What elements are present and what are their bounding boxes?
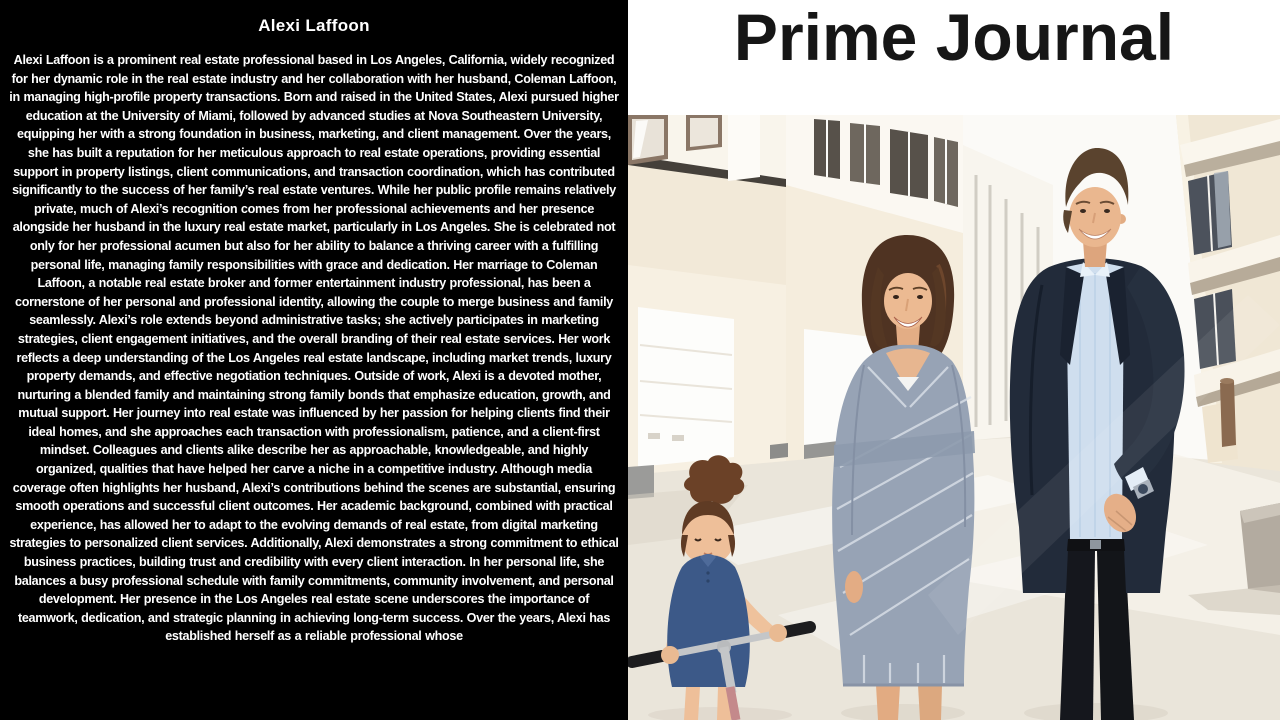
family-photo — [628, 115, 1280, 720]
bio-title: Alexi Laffoon — [258, 16, 370, 35]
masthead-title: Prime Journal — [733, 0, 1175, 74]
bio-panel — [0, 0, 628, 720]
bio-text: Alexi Laffoon is a prominent real estate professional based in Los Angeles, California, widely recognized for her dynamic role in the real estate industry and her collaboration with her husband, Coleman Laffoon, in managing high-profile property transactions. Born and raised in the United States, Alexi pursued higher education at the University of Miami, followed by advanced studies at Nova Southeastern University, equipping her with a strong foundation in business, marketing, and client management. Over the years, she has built a reputation for her meticulous approach to real estate operations, providing essential support in property listings, client communications, and transaction coordination, which has contributed significantly to the success of her family’s real estate ventures. While her public profile remains relatively private, much of Alexi’s recognition comes from her professional achievements and her presence alongside her husband in the luxury real estate market, particularly in Los Angeles. She is celebrated not only for her professional acumen but also for her ability to balance a thriving career with a fulfilling personal life, managing family responsibilities with grace and dedication. Her marriage to Coleman Laffoon, a notable real estate broker and former entertainment industry professional, has been a cornerstone of her personal and professional identity, allowing the couple to merge business and family seamlessly. Alexi’s role extends beyond administrative tasks; she actively participates in marketing strategies, client engagement initiatives, and the overall branding of their real estate services. Her work reflects a deep understanding of the Los Angeles real estate landscape, including market trends, luxury property demands, and effective negotiation techniques. Outside of work, Alexi is a devoted mother, nurturing a blended family and maintaining strong family bonds that emphasize education, growth, and mutual support. Her journey into real estate was influenced by her passion for helping clients find their ideal homes, and she approaches each transaction with professionalism, patience, and a client-first mindset. Colleagues and clients alike describe her as approachable, knowledgeable, and highly organized, qualities that have helped her carve a niche in a competitive industry. Although media coverage often highlights her husband, Alexi’s contributions behind the scenes are substantial, ensuring smooth operations and successful client outcomes. Her academic background, combined with practical experience, has allowed her to adapt to the evolving demands of real estate, from digital marketing strategies to personalized client services. Additionally, Alexi demonstrates a strong commitment to ethical business practices, building trust and credibility with every client interaction. In her personal life, she balances a busy professional schedule with family commitments, community involvement, and personal development. Her presence in the Los Angeles real estate scene underscores the importance of teamwork, dedication, and strategic planning in achieving long-term success. Over the years, Alexi has established herself as a reliable professional whose — [9, 53, 619, 644]
masthead-region — [628, 0, 1280, 720]
